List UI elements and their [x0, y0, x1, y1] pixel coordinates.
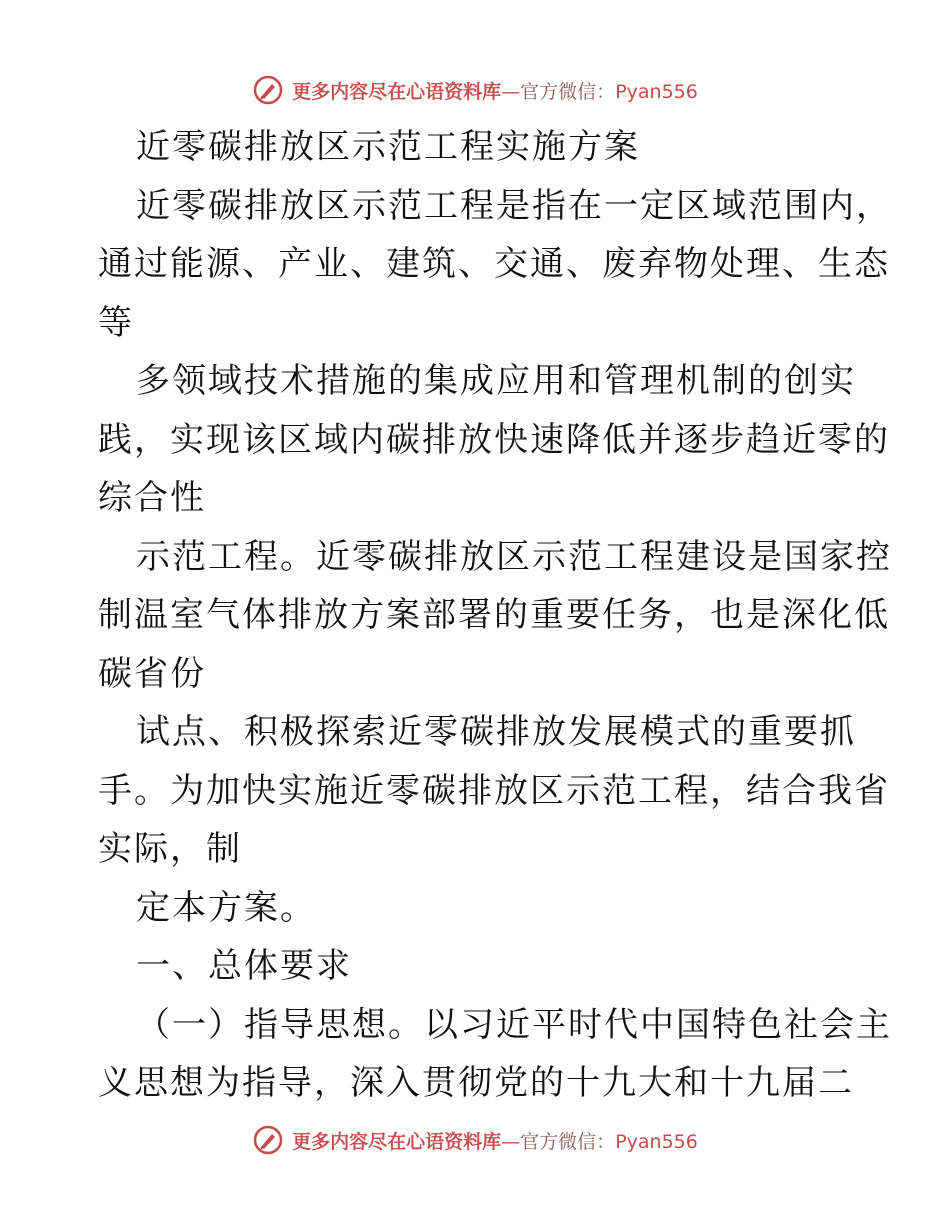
- header-banner-title: 更多内容尽在心语资料库: [292, 80, 502, 103]
- footer-banner-dash: —: [501, 1130, 521, 1153]
- pen-logo-icon: [252, 1124, 284, 1156]
- paragraph-line: 试点、积极探索近零碳排放发展模式的重要抓: [136, 712, 856, 752]
- header-banner-label: 官方微信：: [520, 80, 616, 103]
- footer-banner: [0, 1120, 950, 1160]
- paragraph-line: （一）指导思想。以习近平时代中国特色社会主: [136, 1004, 892, 1045]
- footer-banner-title: 更多内容尽在心语资料库: [292, 1130, 502, 1153]
- paragraph-line: 近零碳排放区示范工程是指在一定区域范围内，: [136, 185, 892, 226]
- header-banner-text: [292, 77, 698, 104]
- paragraph-line: 碳省份: [98, 653, 206, 694]
- paragraph-line: 多领域技术措施的集成应用和管理机制的创实: [136, 361, 856, 401]
- paragraph-line: 践，实现该区域内碳排放快速降低并逐步趋近零的: [98, 419, 890, 460]
- header-banner-id: Pyan556: [615, 80, 698, 103]
- paragraph-line: 示范工程。近零碳排放区示范工程建设是国家控: [136, 536, 892, 577]
- footer-banner-label: 官方微信：: [520, 1130, 616, 1153]
- footer-banner-text: [292, 1127, 698, 1154]
- paragraph-line: 义思想为指导，深入贯彻党的十九大和十九届二: [98, 1063, 854, 1103]
- section-heading: 一、总体要求: [136, 946, 352, 986]
- paragraph-line: 定本方案。: [136, 887, 316, 928]
- header-banner: [0, 70, 950, 110]
- paragraph-line: 等: [98, 302, 134, 343]
- document-body: [98, 118, 892, 1113]
- paragraph-line: 通过能源、产业、建筑、交通、废弃物处理、生态: [98, 244, 890, 284]
- paragraph-line: 实际，制: [98, 829, 242, 869]
- paragraph-line: 综合性: [98, 478, 206, 518]
- header-banner-dash: —: [501, 80, 521, 103]
- footer-banner-id: Pyan556: [615, 1130, 698, 1153]
- paragraph-line: 制温室气体排放方案部署的重要任务，也是深化低: [98, 595, 890, 635]
- document-title: 近零碳排放区示范工程实施方案: [136, 127, 640, 167]
- paragraph-line: 手。为加快实施近零碳排放区示范工程，结合我省: [98, 770, 890, 811]
- pen-logo-icon: [252, 74, 284, 106]
